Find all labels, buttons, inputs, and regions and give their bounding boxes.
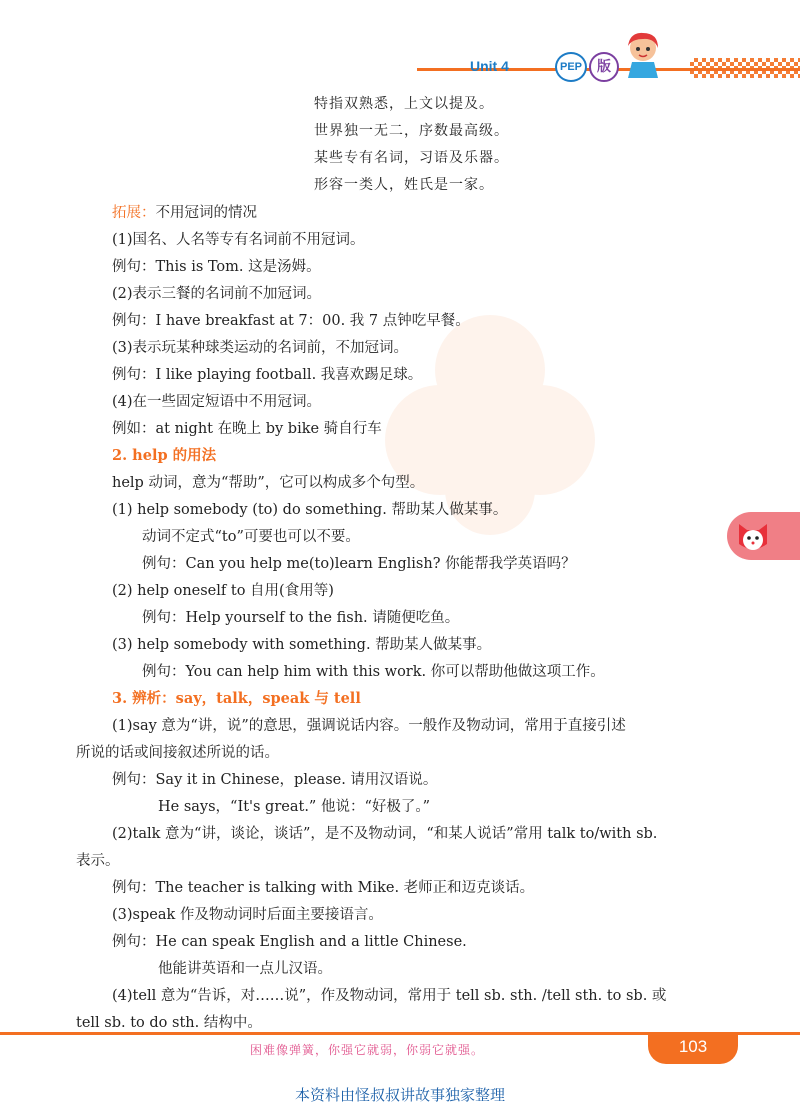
help-line: 例句：Can you help me(to)learn English? 你能帮我学英语吗？ bbox=[142, 556, 576, 572]
help-line: help 动词，意为“帮助”，它可以构成多个句型。 bbox=[112, 475, 425, 491]
say-line: (1)say 意为“讲，说”的意思，强调说话内容。一般作及物动词，常用于直接引述 bbox=[112, 718, 626, 734]
talk-line: 例句：The teacher is talking with Mike. 老师正和迈克谈话。 bbox=[112, 880, 535, 896]
talk-line: (2)talk 意为“讲，谈论，谈话”，是不及物动词，“和某人说话”常用 talk to/with sb. bbox=[112, 826, 658, 842]
help-line: (1) help somebody (to) do something. 帮助某人做某事。 bbox=[112, 502, 508, 518]
help-line: (3) help somebody with something. 帮助某人做某事。 bbox=[112, 637, 492, 653]
say-line: 例句：Say it in Chinese，please. 请用汉语说。 bbox=[112, 772, 438, 788]
unit-label: Unit 4 bbox=[470, 58, 509, 74]
footer-motto: 困难像弹簧，你强它就弱，你弱它就强。 bbox=[250, 1043, 485, 1057]
poem-line-1: 特指双熟悉，上文以提及。 bbox=[314, 96, 494, 112]
help-line: 动词不定式“to”可要也可以不要。 bbox=[142, 529, 360, 545]
edition-badge: 版 bbox=[589, 52, 619, 82]
say-line: 所说的话或间接叙述所说的话。 bbox=[76, 745, 279, 761]
extension-line: 例句：I have breakfast at 7：00. 我 7 点钟吃早餐。 bbox=[112, 313, 470, 329]
section-heading-say-talk: 3. 辨析：say，talk，speak 与 tell bbox=[112, 690, 361, 707]
credit-line: 本资料由怪叔叔讲故事独家整理 bbox=[294, 1086, 505, 1104]
help-line: (2) help oneself to 自用(食用等) bbox=[112, 583, 334, 599]
extension-line: 例句：This is Tom. 这是汤姆。 bbox=[112, 259, 321, 275]
extension-line: 例如：at night 在晚上 by bike 骑自行车 bbox=[112, 421, 382, 437]
extension-line: (1)国名、人名等专有名词前不用冠词。 bbox=[112, 232, 365, 248]
section-heading-help: 2. help 的用法 bbox=[112, 447, 217, 464]
speak-line: 他能讲英语和一点儿汉语。 bbox=[158, 961, 332, 977]
pep-badge: PEP bbox=[555, 52, 587, 82]
extension-line: (4)在一些固定短语中不用冠词。 bbox=[112, 394, 322, 410]
speak-line: (3)speak 作及物动词时后面主要接语言。 bbox=[112, 907, 383, 923]
cartoon-girl-icon bbox=[618, 28, 668, 80]
extension-line: (2)表示三餐的名词前不加冠词。 bbox=[112, 286, 322, 302]
help-line: 例句：You can help him with this work. 你可以帮助他做这项工作。 bbox=[142, 664, 605, 680]
talk-line: 表示。 bbox=[76, 853, 120, 869]
extension-line: 例句：I like playing football. 我喜欢踢足球。 bbox=[112, 367, 423, 383]
extension-title: 不用冠词的情况 bbox=[155, 205, 257, 221]
poem-line-4: 形容一类人，姓氏是一家。 bbox=[314, 177, 494, 193]
extension-line: (3)表示玩某种球类运动的名词前，不加冠词。 bbox=[112, 340, 409, 356]
cat-face-icon bbox=[735, 518, 771, 554]
tell-line: tell sb. to do sth. 结构中。 bbox=[76, 1015, 262, 1031]
say-line: He says，“It's great.” 他说：“好极了。” bbox=[158, 799, 431, 815]
poem-line-2: 世界独一无二，序数最高级。 bbox=[314, 123, 509, 139]
extension-heading bbox=[112, 204, 257, 222]
page-number: 103 bbox=[678, 1037, 708, 1056]
extension-label: 拓展： bbox=[112, 205, 156, 221]
speak-line: 例句：He can speak English and a little Chinese. bbox=[112, 934, 467, 950]
help-line: 例句：Help yourself to the fish. 请随便吃鱼。 bbox=[142, 610, 460, 626]
poem-line-3: 某些专有名词，习语及乐器。 bbox=[314, 150, 509, 166]
header-checker-decoration bbox=[690, 58, 800, 78]
tell-line: (4)tell 意为“告诉，对……说”，作及物动词，常用于 tell sb. sth. /tell sth. to sb. 或 bbox=[112, 988, 667, 1004]
